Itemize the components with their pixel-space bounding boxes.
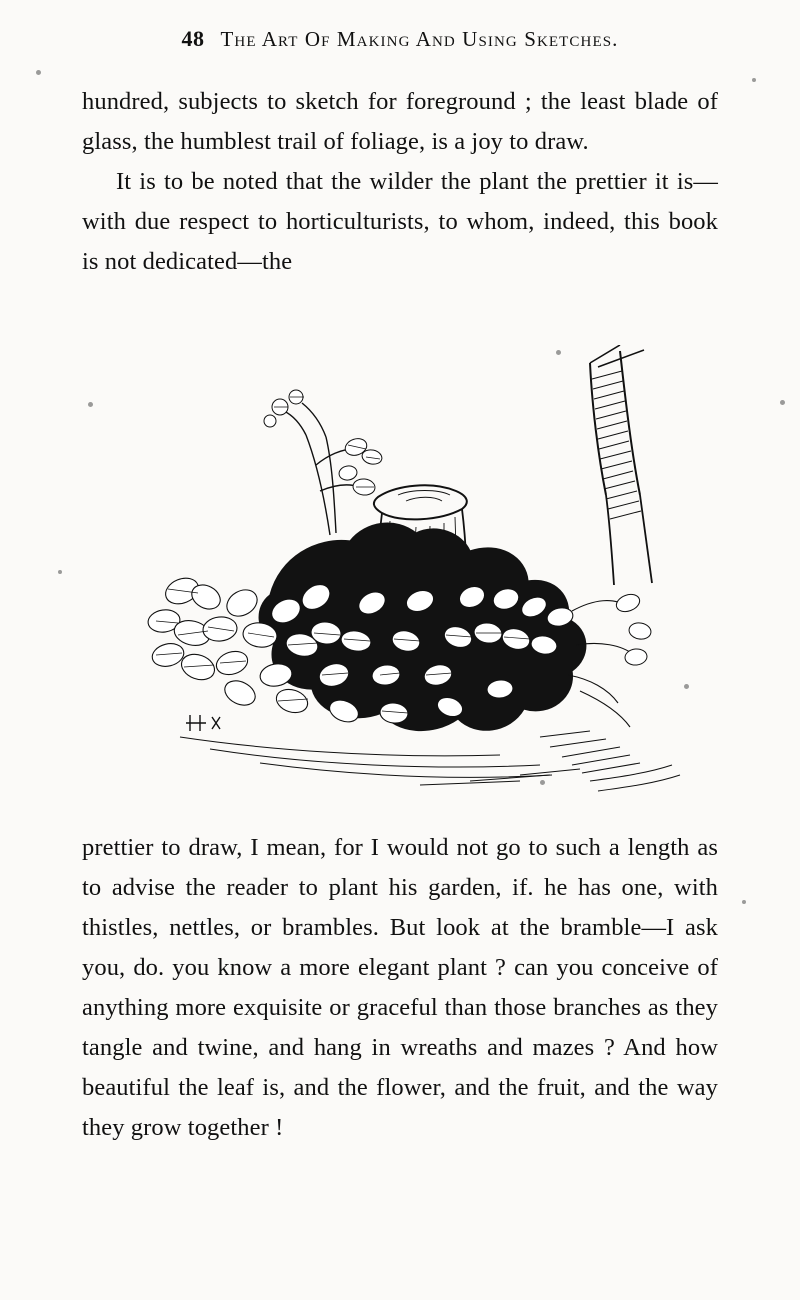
text-block-top — [82, 82, 718, 282]
page-number: 48 — [181, 26, 205, 51]
paper-speck — [540, 780, 545, 785]
running-title: The Art Of Making And Using Sketches. — [220, 27, 619, 51]
bramble-stump-svg — [120, 345, 700, 805]
illustration-bramble-stump — [120, 345, 700, 805]
paragraph-1: hundred, subjects to sketch for foreground ; the least blade of glass, the humblest trail of foliage, is a joy to draw. — [82, 88, 718, 155]
paper-speck — [58, 570, 62, 574]
paper-speck — [752, 78, 756, 82]
paper-speck — [780, 400, 785, 405]
page-header — [0, 26, 800, 52]
paper-speck — [742, 900, 746, 904]
text-block-bottom — [82, 828, 718, 1148]
paper-speck — [36, 70, 41, 75]
paragraph-2: It is to be noted that the wilder the plant the prettier it is—with due respect to horticulturists, to whom, indeed, this book is not dedicated—the — [82, 168, 718, 275]
paper-speck — [88, 402, 93, 407]
paragraph-3: prettier to draw, I mean, for I would not go to such a length as to advise the reader to plant his garden, if. he has one, with thistles, nettles, or brambles. But look at the bramble—I ask you, do. you know a more elegant plant ? can you conceive of anything more exquisite or graceful than those branches as they tangle and twine, and hang in wreaths and mazes ? And how beautiful the leaf is, and the flower, and the fruit, and the way they grow together ! — [82, 834, 718, 1141]
